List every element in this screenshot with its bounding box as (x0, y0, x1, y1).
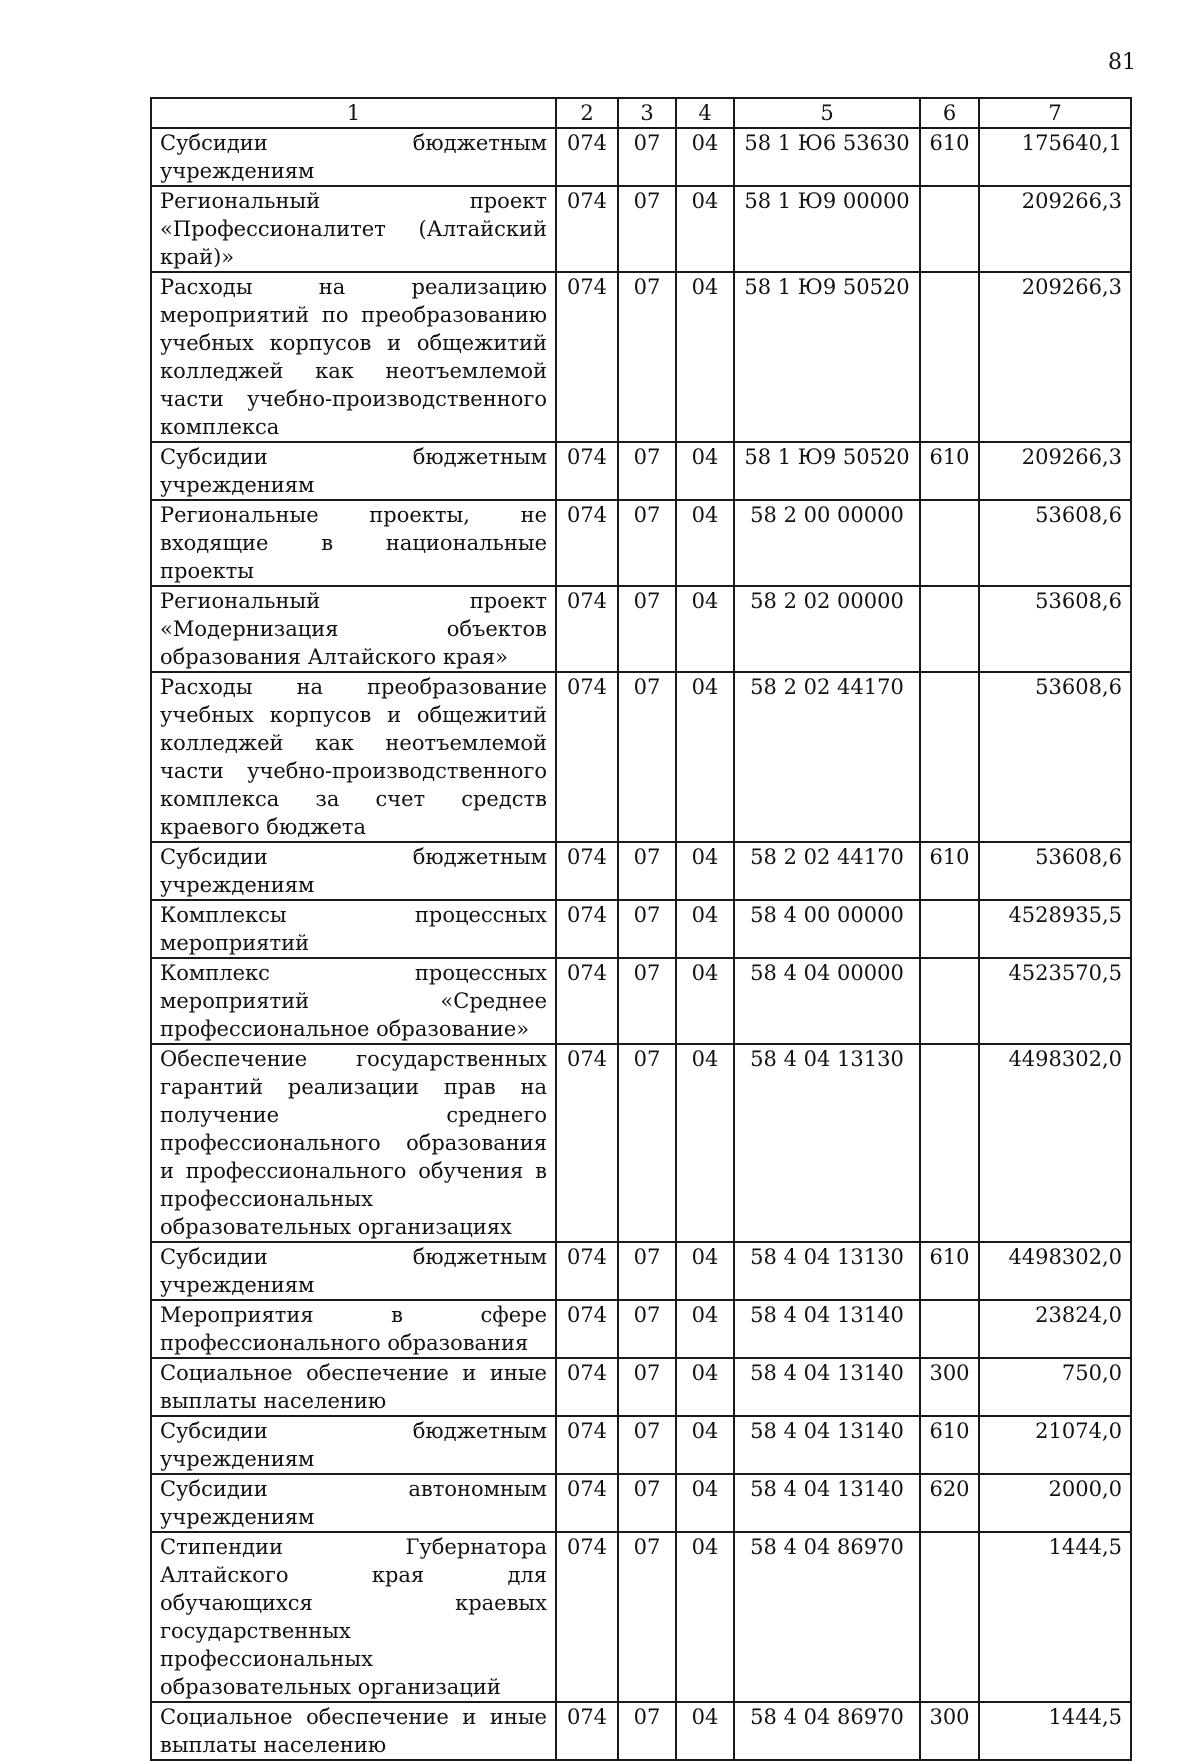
admin-code-cell: 074 (556, 1532, 618, 1702)
table-row (151, 1358, 1131, 1416)
amount-cell: 750,0 (979, 1358, 1131, 1416)
expense-type-cell (920, 186, 979, 272)
amount-cell: 1444,5 (979, 1702, 1131, 1760)
section-cell: 07 (618, 900, 676, 958)
row-name-cell: Субсидии бюджетным учреждениям (151, 442, 556, 500)
column-header: 7 (979, 98, 1131, 128)
amount-cell: 1444,5 (979, 1532, 1131, 1702)
target-article-cell: 58 4 04 13140 (734, 1474, 920, 1532)
admin-code-cell: 074 (556, 442, 618, 500)
section-cell: 07 (618, 272, 676, 442)
subsection-cell: 04 (676, 1358, 734, 1416)
table-row (151, 1416, 1131, 1474)
table-header-row (151, 98, 1131, 128)
subsection-cell: 04 (676, 842, 734, 900)
expense-type-cell (920, 1300, 979, 1358)
column-header: 1 (151, 98, 556, 128)
target-article-cell: 58 4 04 13130 (734, 1242, 920, 1300)
admin-code-cell: 074 (556, 1044, 618, 1242)
expense-type-cell: 610 (920, 442, 979, 500)
section-cell: 07 (618, 672, 676, 842)
row-name-cell: Субсидии бюджетным учреждениям (151, 842, 556, 900)
row-name-cell: Субсидии бюджетным учреждениям (151, 1242, 556, 1300)
table-row (151, 128, 1131, 186)
column-header: 2 (556, 98, 618, 128)
target-article-cell: 58 2 02 44170 (734, 842, 920, 900)
row-name-cell: Комплекс процессных мероприятий «Среднее профессиональное образование» (151, 958, 556, 1044)
section-cell: 07 (618, 442, 676, 500)
table-row (151, 1242, 1131, 1300)
admin-code-cell: 074 (556, 272, 618, 442)
row-name-cell: Комплексы процессных мероприятий (151, 900, 556, 958)
row-name-cell: Социальное обеспечение и иные выплаты населению (151, 1358, 556, 1416)
amount-cell: 53608,6 (979, 842, 1131, 900)
expense-type-cell (920, 1044, 979, 1242)
target-article-cell: 58 1 Ю9 50520 (734, 442, 920, 500)
section-cell: 07 (618, 128, 676, 186)
admin-code-cell: 074 (556, 900, 618, 958)
subsection-cell: 04 (676, 442, 734, 500)
target-article-cell: 58 2 00 00000 (734, 500, 920, 586)
amount-cell: 4528935,5 (979, 900, 1131, 958)
table-row (151, 1532, 1131, 1702)
subsection-cell: 04 (676, 272, 734, 442)
row-name-cell: Региональный проект «Модернизация объектов образования Алтайского края» (151, 586, 556, 672)
expense-type-cell: 300 (920, 1358, 979, 1416)
target-article-cell: 58 4 04 86970 (734, 1702, 920, 1760)
subsection-cell: 04 (676, 1416, 734, 1474)
target-article-cell: 58 4 04 13130 (734, 1044, 920, 1242)
target-article-cell: 58 4 04 13140 (734, 1300, 920, 1358)
table-row (151, 586, 1131, 672)
target-article-cell: 58 2 02 44170 (734, 672, 920, 842)
amount-cell: 209266,3 (979, 186, 1131, 272)
column-header: 3 (618, 98, 676, 128)
table-body (151, 128, 1131, 1760)
expense-type-cell (920, 1532, 979, 1702)
subsection-cell: 04 (676, 1044, 734, 1242)
table-row (151, 500, 1131, 586)
expense-type-cell: 300 (920, 1702, 979, 1760)
subsection-cell: 04 (676, 128, 734, 186)
subsection-cell: 04 (676, 586, 734, 672)
target-article-cell: 58 1 Ю9 50520 (734, 272, 920, 442)
table-row (151, 958, 1131, 1044)
subsection-cell: 04 (676, 186, 734, 272)
expense-type-cell (920, 900, 979, 958)
amount-cell: 53608,6 (979, 500, 1131, 586)
row-name-cell: Расходы на преобразование учебных корпусов и общежитий колледжей как неотъемлемой части учебно-производственного комплекса за счет средств краевого бюджета (151, 672, 556, 842)
target-article-cell: 58 2 02 00000 (734, 586, 920, 672)
admin-code-cell: 074 (556, 672, 618, 842)
table-row (151, 1044, 1131, 1242)
row-name-cell: Мероприятия в сфере профессионального образования (151, 1300, 556, 1358)
amount-cell: 23824,0 (979, 1300, 1131, 1358)
subsection-cell: 04 (676, 1300, 734, 1358)
budget-table (150, 97, 1132, 1761)
admin-code-cell: 074 (556, 186, 618, 272)
target-article-cell: 58 1 Ю9 00000 (734, 186, 920, 272)
subsection-cell: 04 (676, 1242, 734, 1300)
row-name-cell: Расходы на реализацию мероприятий по преобразованию учебных корпусов и общежитий колледжей как неотъемлемой части учебно-производственного комплекса (151, 272, 556, 442)
section-cell: 07 (618, 1532, 676, 1702)
admin-code-cell: 074 (556, 1474, 618, 1532)
target-article-cell: 58 4 00 00000 (734, 900, 920, 958)
column-header: 6 (920, 98, 979, 128)
table-row (151, 1702, 1131, 1760)
subsection-cell: 04 (676, 672, 734, 842)
table-row (151, 186, 1131, 272)
target-article-cell: 58 1 Ю6 53630 (734, 128, 920, 186)
table-row (151, 672, 1131, 842)
admin-code-cell: 074 (556, 1416, 618, 1474)
table-row (151, 842, 1131, 900)
row-name-cell: Субсидии автономным учреждениям (151, 1474, 556, 1532)
subsection-cell: 04 (676, 958, 734, 1044)
admin-code-cell: 074 (556, 1242, 618, 1300)
amount-cell: 209266,3 (979, 272, 1131, 442)
section-cell: 07 (618, 1416, 676, 1474)
section-cell: 07 (618, 186, 676, 272)
admin-code-cell: 074 (556, 586, 618, 672)
row-name-cell: Региональные проекты, не входящие в национальные проекты (151, 500, 556, 586)
table-row (151, 1474, 1131, 1532)
section-cell: 07 (618, 1358, 676, 1416)
subsection-cell: 04 (676, 1702, 734, 1760)
target-article-cell: 58 4 04 00000 (734, 958, 920, 1044)
expense-type-cell (920, 672, 979, 842)
expense-type-cell (920, 958, 979, 1044)
section-cell: 07 (618, 1300, 676, 1358)
subsection-cell: 04 (676, 1474, 734, 1532)
section-cell: 07 (618, 1702, 676, 1760)
amount-cell: 4498302,0 (979, 1242, 1131, 1300)
row-name-cell: Обеспечение государственных гарантий реализации прав на получение среднего профессионального образования и профессионального обучения в профессиональных образовательных организациях (151, 1044, 556, 1242)
expense-type-cell (920, 272, 979, 442)
amount-cell: 21074,0 (979, 1416, 1131, 1474)
expense-type-cell: 610 (920, 842, 979, 900)
expense-type-cell (920, 500, 979, 586)
amount-cell: 53608,6 (979, 672, 1131, 842)
table-row (151, 900, 1131, 958)
subsection-cell: 04 (676, 900, 734, 958)
table-row (151, 442, 1131, 500)
column-header: 5 (734, 98, 920, 128)
admin-code-cell: 074 (556, 128, 618, 186)
admin-code-cell: 074 (556, 500, 618, 586)
row-name-cell: Субсидии бюджетным учреждениям (151, 1416, 556, 1474)
target-article-cell: 58 4 04 86970 (734, 1532, 920, 1702)
page-number: 81 (1108, 50, 1136, 75)
amount-cell: 53608,6 (979, 586, 1131, 672)
expense-type-cell: 610 (920, 1242, 979, 1300)
admin-code-cell: 074 (556, 1702, 618, 1760)
subsection-cell: 04 (676, 1532, 734, 1702)
amount-cell: 175640,1 (979, 128, 1131, 186)
expense-type-cell (920, 586, 979, 672)
section-cell: 07 (618, 1044, 676, 1242)
admin-code-cell: 074 (556, 1358, 618, 1416)
expense-type-cell: 610 (920, 1416, 979, 1474)
amount-cell: 209266,3 (979, 442, 1131, 500)
admin-code-cell: 074 (556, 958, 618, 1044)
amount-cell: 4498302,0 (979, 1044, 1131, 1242)
section-cell: 07 (618, 842, 676, 900)
section-cell: 07 (618, 958, 676, 1044)
expense-type-cell: 610 (920, 128, 979, 186)
subsection-cell: 04 (676, 500, 734, 586)
row-name-cell: Социальное обеспечение и иные выплаты населению (151, 1702, 556, 1760)
table-row (151, 1300, 1131, 1358)
amount-cell: 2000,0 (979, 1474, 1131, 1532)
table-row (151, 272, 1131, 442)
column-header: 4 (676, 98, 734, 128)
amount-cell: 4523570,5 (979, 958, 1131, 1044)
section-cell: 07 (618, 1242, 676, 1300)
row-name-cell: Субсидии бюджетным учреждениям (151, 128, 556, 186)
section-cell: 07 (618, 1474, 676, 1532)
target-article-cell: 58 4 04 13140 (734, 1416, 920, 1474)
admin-code-cell: 074 (556, 842, 618, 900)
admin-code-cell: 074 (556, 1300, 618, 1358)
target-article-cell: 58 4 04 13140 (734, 1358, 920, 1416)
row-name-cell: Региональный проект «Профессионалитет (Алтайский край)» (151, 186, 556, 272)
expense-type-cell: 620 (920, 1474, 979, 1532)
row-name-cell: Стипендии Губернатора Алтайского края для обучающихся краевых государственных профессиональных образовательных организаций (151, 1532, 556, 1702)
section-cell: 07 (618, 586, 676, 672)
section-cell: 07 (618, 500, 676, 586)
